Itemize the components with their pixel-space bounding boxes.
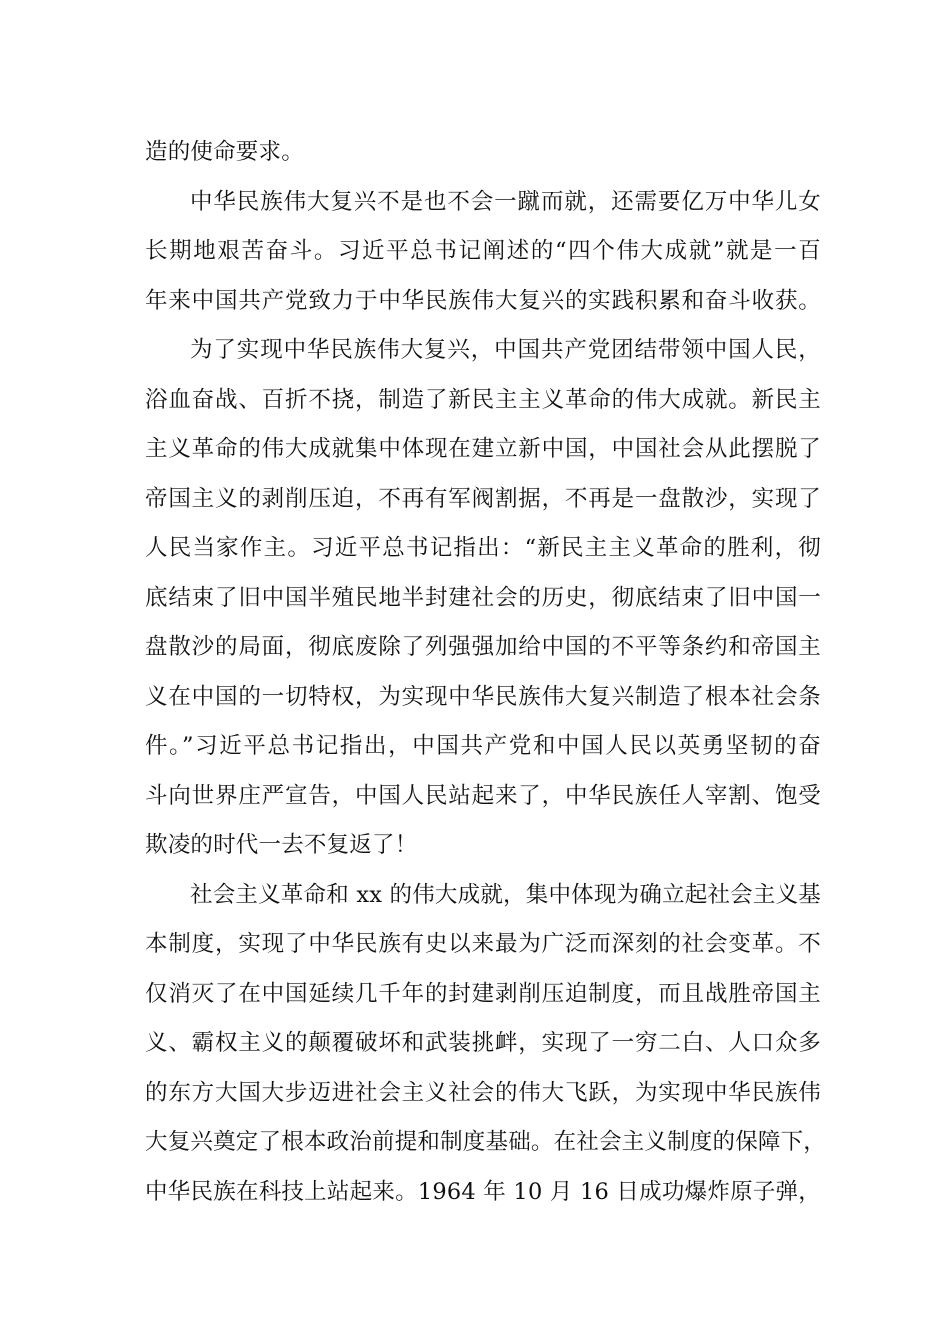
text-line: 人民当家作主。习近平总书记指出：“新民主主义革命的胜利，彻 — [145, 535, 821, 561]
text-line: 的东方大国大步迈进社会主义社会的伟大飞跃，为实现中华民族伟 — [145, 1079, 821, 1106]
text-line: 斗向世界庄严宣告，中国人民站起来了，中华民族任人宰割、饱受 — [145, 782, 821, 809]
text-line: 欺凌的时代一去不复返了！ — [145, 832, 418, 858]
text-line: 盘散沙的局面，彻底废除了列强强加给中国的不平等条约和帝国主 — [145, 634, 821, 660]
paragraph — [145, 871, 827, 1218]
text-line: 长期地艰苦奋斗。习近平总书记阐述的“四个伟大成就”就是一百 — [145, 238, 821, 264]
text-line: 义、霸权主义的颠覆破坏和武装挑衅，实现了一穷二白、人口众多 — [145, 1030, 821, 1056]
text-line: 社会主义革命和 xx 的伟大成就，集中体现为确立起社会主义基 — [190, 881, 821, 908]
text-line: 仅消灭了在中国延续几千年的封建剥削压迫制度，而且战胜帝国主 — [145, 980, 821, 1007]
text-line: 底结束了旧中国半殖民地半封建社会的历史，彻底结束了旧中国一 — [145, 584, 821, 611]
text-line: 中华民族在科技上站起来。1964 年 10 月 16 日成功爆炸原子弹， — [145, 1178, 821, 1205]
text-line: 本制度，实现了中华民族有史以来最为广泛而深刻的社会变革。不 — [145, 931, 821, 957]
paragraph — [145, 178, 821, 327]
text-line: 造的使命要求。 — [145, 139, 304, 165]
document-body — [145, 128, 827, 1217]
text-line: 件。”习近平总书记指出，中国共产党和中国人民以英勇坚韧的奋 — [145, 733, 821, 759]
paragraph — [145, 128, 821, 178]
text-line: 义在中国的一切特权，为实现中华民族伟大复兴制造了根本社会条 — [145, 683, 821, 710]
paragraph — [145, 326, 821, 871]
text-line: 主义革命的伟大成就集中体现在建立新中国，中国社会从此摆脱了 — [145, 436, 821, 462]
text-line: 大复兴奠定了根本政治前提和制度基础。在社会主义制度的保障下， — [145, 1129, 827, 1155]
text-line: 浴血奋战、百折不挠，制造了新民主主义革命的伟大成就。新民主 — [145, 386, 821, 413]
text-line: 为了实现中华民族伟大复兴，中国共产党团结带领中国人民， — [190, 337, 821, 363]
text-line: 中华民族伟大复兴不是也不会一蹴而就，还需要亿万中华儿女 — [190, 188, 821, 215]
text-line: 年来中国共产党致力于中华民族伟大复兴的实践积累和奋斗收获。 — [145, 287, 821, 314]
text-line: 帝国主义的剥削压迫，不再有军阀割据，不再是一盘散沙，实现了 — [145, 485, 821, 512]
